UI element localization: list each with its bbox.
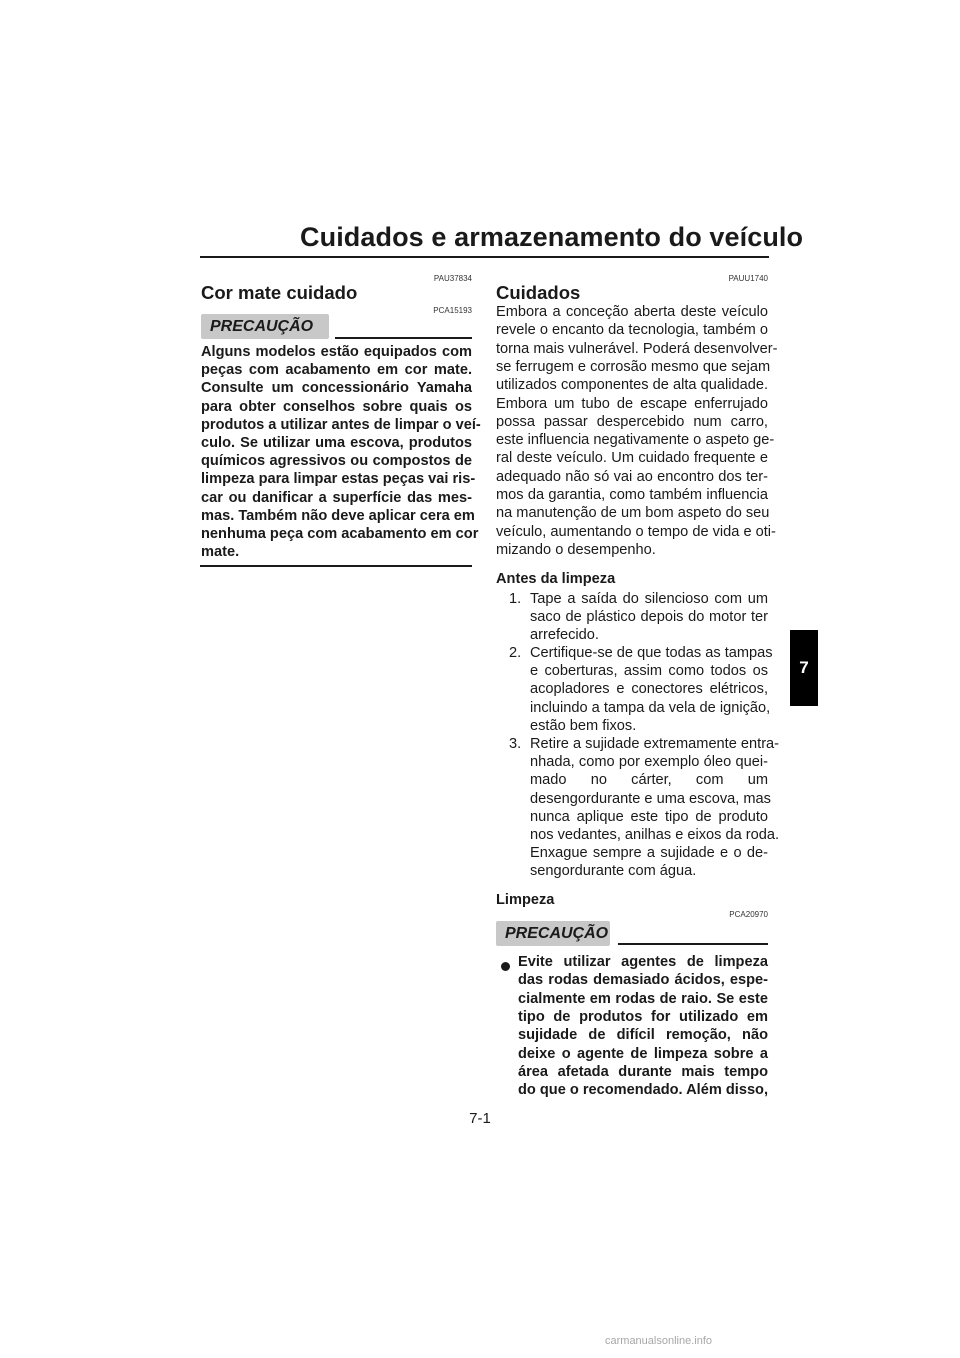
step-text-line: e coberturas, assim como todos os xyxy=(530,663,768,680)
text-line: adequado não só vai ao encontro dos ter- xyxy=(496,468,768,485)
text-line: peças com acabamento em cor mate. xyxy=(201,362,472,379)
subheading-before-cleaning: Antes da limpeza xyxy=(496,571,616,587)
text-line: mizando o desempenho. xyxy=(496,541,656,558)
step-text-line: nhada, como por exemplo óleo quei- xyxy=(530,754,768,771)
text-line: car ou danificar a superfície das mes- xyxy=(201,489,472,506)
text-line: Alguns modelos estão equipados com xyxy=(201,344,472,360)
text-line: das rodas demasiado ácidos, espe- xyxy=(518,972,768,989)
step-text-line: acopladores e conectores elétricos, xyxy=(530,681,768,698)
bullet-icon xyxy=(501,962,510,971)
caution-label: PRECAUÇÃO xyxy=(201,314,329,339)
step-number: 2. xyxy=(509,645,522,661)
caution-rule xyxy=(335,337,472,339)
reference-code: PAUU1740 xyxy=(728,274,768,283)
step-text-line: Certifique-se de que todas as tampas xyxy=(530,645,773,661)
text-line: possa passar despercebido num carro, xyxy=(496,413,768,430)
section-heading-care: Cuidados xyxy=(496,282,581,303)
text-line: na manutenção de um bom aspeto do seu xyxy=(496,505,770,522)
text-line: mas. Também não deve aplicar cera em xyxy=(201,507,475,524)
reference-code: PAU37834 xyxy=(433,274,472,283)
caution-reference-code: PCA20970 xyxy=(729,910,768,919)
step-text-line: arrefecido. xyxy=(530,627,599,644)
step-text-line: mado no cárter, com um xyxy=(530,772,768,789)
text-line: Consulte um concessionário Yamaha xyxy=(201,380,472,397)
page-number: 7-1 xyxy=(469,1110,491,1127)
text-line: revele o encanto da tecnologia, também o xyxy=(496,322,768,339)
text-line: culo. Se utilizar uma escova, produtos xyxy=(201,435,472,451)
step-text-line: nunca aplique este tipo de produto xyxy=(530,808,768,825)
text-line: este influencia negativamente o aspeto ge- xyxy=(496,432,775,449)
watermark: carmanualsonline.info xyxy=(605,1335,713,1347)
text-line: Embora a conceção aberta deste veículo xyxy=(496,304,768,320)
caution-reference-code: PCA15193 xyxy=(433,306,472,315)
section-heading-matte-color: Cor mate cuidado xyxy=(201,282,358,303)
caution-label: PRECAUÇÃO xyxy=(496,921,610,946)
text-line: Evite utilizar agentes de limpeza xyxy=(518,954,768,970)
text-line: limpeza para limpar estas peças vai ris- xyxy=(201,471,476,488)
text-line: torna mais vulnerável. Poderá desenvolver- xyxy=(496,340,778,357)
text-line: se ferrugem e corrosão mesmo que sejam xyxy=(496,358,771,375)
step-text-line: Tape a saída do silencioso com um xyxy=(530,591,768,607)
subheading-cleaning: Limpeza xyxy=(496,892,555,908)
step-text-line: estão bem fixos. xyxy=(530,717,637,734)
chapter-tab: 7 xyxy=(790,630,818,706)
text-line: veículo, aumentando o tempo de vida e oti- xyxy=(496,523,776,540)
step-text-line: incluindo a tampa da vela de ignição, xyxy=(530,699,771,716)
text-line: Embora um tubo de escape enferrujado xyxy=(496,395,768,412)
text-line: utilizados componentes de alta qualidade. xyxy=(496,377,768,394)
text-line: ral deste veículo. Um cuidado frequente e xyxy=(496,450,768,467)
step-text-line: nos vedantes, anilhas e eixos da roda. xyxy=(530,827,780,843)
text-line: químicos agressivos ou compostos de xyxy=(201,453,472,470)
text-line: mate. xyxy=(201,544,240,561)
step-text-line: Retire a sujidade extremamente entra- xyxy=(530,736,780,752)
text-line: mos da garantia, como também influencia xyxy=(496,487,768,503)
text-line: nenhuma peça com acabamento em cor xyxy=(201,526,479,542)
text-line: cialmente em rodas de raio. Se este xyxy=(518,990,768,1007)
caution-rule xyxy=(618,943,768,945)
step-text-line: saco de plástico depois do motor ter xyxy=(530,609,768,626)
text-line: para obter conselhos sobre quais os xyxy=(201,398,472,415)
text-line: deixe o agente de limpeza sobre a xyxy=(518,1045,768,1062)
title-rule xyxy=(200,256,769,258)
caution-end-rule xyxy=(200,565,472,567)
page-title: Cuidados e armazenamento do veículo xyxy=(300,222,804,252)
text-line: sujidade de difícil remoção, não xyxy=(518,1027,768,1044)
text-line: do que o recomendado. Além disso, xyxy=(518,1082,769,1099)
text-line: tipo de produtos for utilizado em xyxy=(518,1008,768,1025)
text-line: área afetada durante mais tempo xyxy=(518,1063,768,1080)
step-text-line: Enxague sempre a sujidade e o de- xyxy=(530,845,768,862)
step-text-line: sengordurante com água. xyxy=(530,863,697,880)
step-number: 1. xyxy=(509,591,522,607)
step-text-line: desengordurante e uma escova, mas xyxy=(530,790,771,807)
text-line: produtos a utilizar antes de limpar o veí- xyxy=(201,416,481,433)
step-number: 3. xyxy=(509,736,522,752)
